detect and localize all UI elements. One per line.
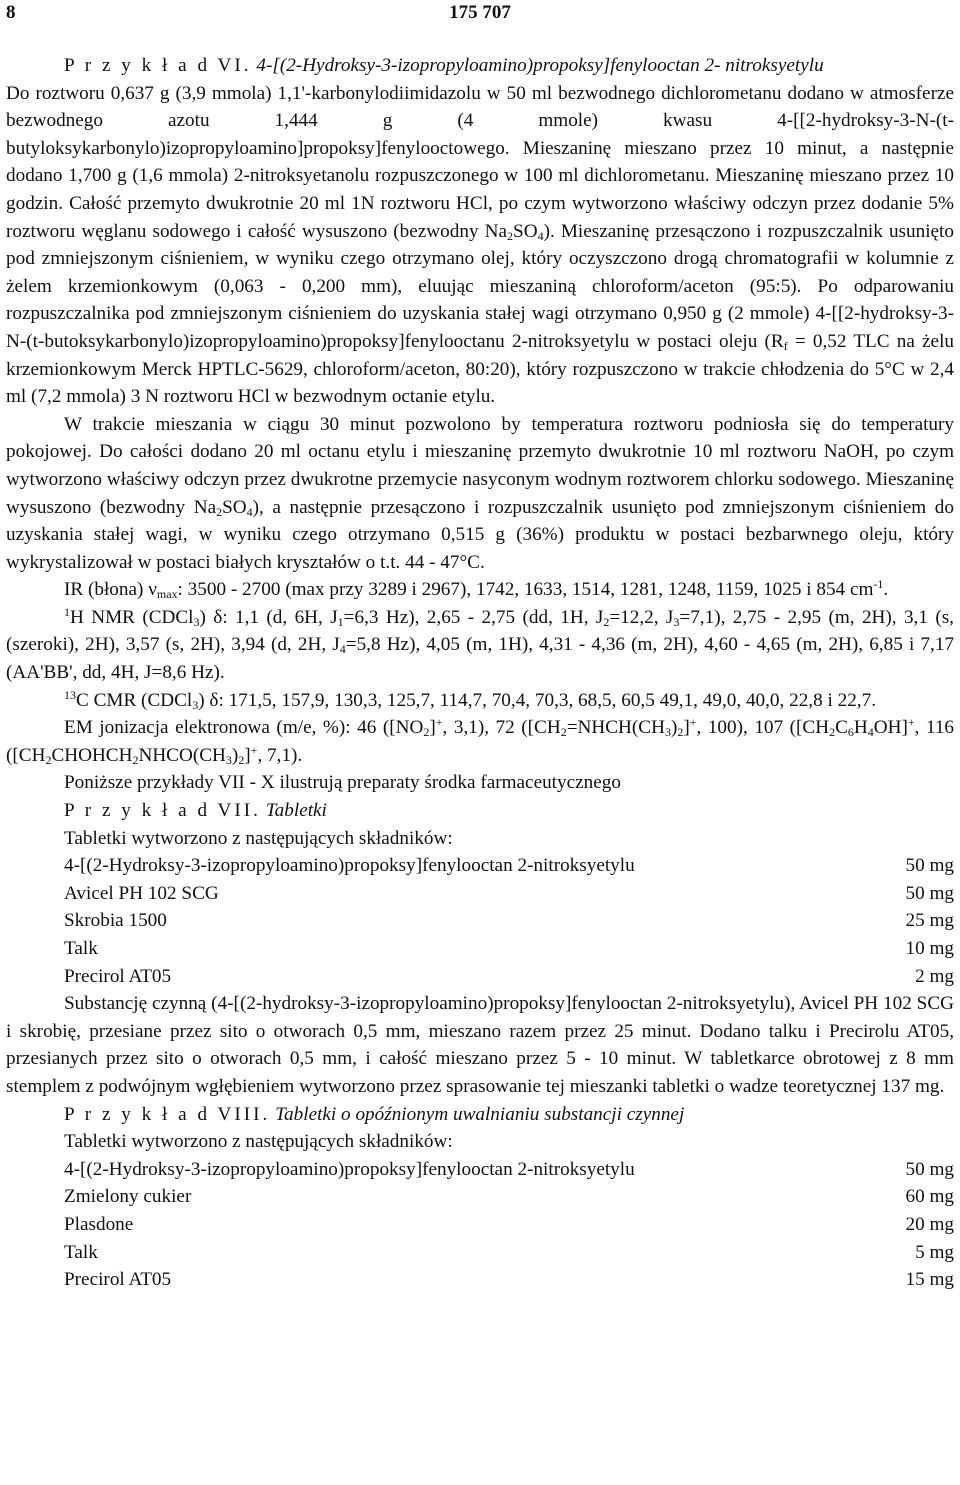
page-header <box>6 2 954 26</box>
ingredient-row <box>6 1266 954 1294</box>
ingredient-row <box>6 1239 954 1267</box>
example-8-heading: P r z y k ł a d VIII. Tabletki o opóźnionym uwalnianiu substancji czynnej <box>64 1103 685 1125</box>
ingredient-name: 4-[(2-Hydroksy-3-izopropyloamino)propoksy]fenylooctan 2-nitroksyetylu <box>64 1158 635 1180</box>
example-8-lead: Tabletki wytworzono z następujących składników: <box>64 1131 453 1153</box>
example-6-heading: P r z y k ł a d VI. 4-[(2-Hydroksy-3-izopropyloamino)propoksy]fenylooctan 2- nitroksyetylu <box>64 55 824 76</box>
example-6-title: 4-[(2-Hydroksy-3-izopropyloamino)propoksy]fenylooctan 2- nitroksyetylu <box>256 55 824 76</box>
ingredient-amount: 2 mg <box>915 965 954 987</box>
ingredient-row <box>6 907 954 935</box>
document-body <box>6 52 954 1294</box>
example-7-text: Substancję czynną (4-[(2-hydroksy-3-izopropyloamino)propoksy]fenylooctan 2-nitroksyetylu), Avicel PH 102 SCG i skrobię, przesiane przez sito o otworach 0,5 mm, mieszano razem przez 25 minut. Dodano talku i Precirolu AT05, przesianych przez sito o otworach 0,5 mm, i całość mieszano przez 5 - 10 minut. W tabletkarce obrotowej z 8 mm stemplem z podwójnym wgłębieniem wytworzono przez sprasowanie tej mieszanki tabletki o wadze teoretycznej 137 mg. <box>6 993 954 1097</box>
ingredient-amount: 60 mg <box>905 1186 954 1208</box>
example-8-title: Tabletki o opóźnionym uwalnianiu substancji czynnej <box>275 1103 685 1125</box>
ingredient-name: Precirol AT05 <box>64 965 172 987</box>
ingredient-amount: 25 mg <box>905 910 954 932</box>
hnmr-spectrum: $^1$H NMR (CDCl$_3$) δ: 1,1 (d, 6H, $J_1=6,3$ Hz), 2,65 - 2,75 (dd, 1H, $J_2=12,2$, $J_3=7,1$), 2,75 - 2,95 (m, 2H), 3,1 (s, (szeroki), 2H), 3,57 (s, 2H), 3,94 (d, 2H, $J_4=5,8$ Hz), 4,05 (m, 1H), 4,31 - 4,36 (m, 2H), 4,60 - 4,65 (m, 2H), 6,85 i 7,17 (AA'BB', dd, 4H, J=8,6 Hz). <box>6 604 955 684</box>
example-7-ingredients <box>6 852 954 990</box>
ingredient-row <box>6 1156 954 1184</box>
example-6-workup: W trakcie mieszania w ciągu 30 minut pozwolono by temperatura roztworu podniosła się do temperatury pokojowej. Do całości dodano 20 ml octanu etylu i mieszaninę przemyto dwukrotnie 10 ml roztworu NaOH, po czym wytworzono właściwy odczyn przez dwukrotne przemycie nasyconym wodnym roztworem chlorku sodowego. Mieszaninę wysuszono (bezwodny $Na_2SO_4$), a następnie przesączono i rozpuszczalnik usunięto pod zmniejszonym ciśnieniem do uzyskania stałej wagi, w wyniku czego otrzymano 0,515 g (36%) produktu w postaci bezbarwnego oleju, który wykrystalizował w postaci białych kryształów o t.t. 44 - 47°C. <box>6 413 954 573</box>
ingredient-amount: 50 mg <box>905 882 954 904</box>
example-7-heading: P r z y k ł a d VII. Tabletki <box>64 800 327 822</box>
cnmr-spectrum: $^{13}$C CMR (CDCl$_3$) δ: 171,5, 157,9, 130,3, 125,7, 114,7, 70,4, 70,3, 68,5, 60,5 49,1, 49,0, 40,0, 22,8 i 22,7. <box>64 687 876 712</box>
ingredient-amount: 50 mg <box>905 1158 954 1180</box>
ingredient-row <box>6 1211 954 1239</box>
ingredient-name: Talk <box>64 1241 98 1263</box>
example-8-ingredients <box>6 1156 954 1294</box>
ir-spectrum: IR (błona) $\nu_{max}$: 3500 - 2700 (max przy 3289 i 2967), 1742, 1633, 1514, 1281, 1248, 1159, 1025 i 854 $cm^{-1}$. <box>64 577 889 602</box>
ingredient-name: Zmielony cukier <box>64 1186 192 1208</box>
page-number: 8 <box>6 2 16 23</box>
ingredient-name: Avicel PH 102 SCG <box>64 882 219 904</box>
ingredient-row <box>6 852 954 880</box>
ingredient-amount: 10 mg <box>905 938 954 959</box>
example-7-lead: Tabletki wytworzono z następujących składników: <box>64 827 453 849</box>
ingredient-name: Skrobia 1500 <box>64 910 167 932</box>
ingredient-row <box>6 935 954 963</box>
ingredient-row <box>6 963 954 991</box>
ingredient-amount: 50 mg <box>905 855 954 877</box>
ingredient-name: 4-[(2-Hydroksy-3-izopropyloamino)propoksy]fenylooctan 2-nitroksyetylu <box>64 855 635 877</box>
example-7-title: Tabletki <box>265 800 327 822</box>
ingredient-amount: 5 mg <box>915 1241 954 1263</box>
ingredient-amount: 20 mg <box>905 1213 954 1235</box>
patent-number: 175 707 <box>449 2 511 23</box>
mass-spectrum: EM jonizacja elektronowa (m/e, %): 46 ($[NO_2]^+$, 3,1), 72 ($[CH_2=NHCH(CH_3)_2]^+$, 100), 107 ($[CH_2C_6H_4OH]^+$, 116 ($[CH_2CHOHCH_2NHCO(CH_3)_2]^+$, 7,1). <box>6 715 955 767</box>
ingredient-name: Plasdone <box>64 1213 134 1235</box>
ingredient-row <box>6 880 954 908</box>
examples-intro: Poniższe przykłady VII - X ilustrują preparaty środka farmaceutycznego <box>64 772 621 794</box>
example-6-procedure: Do roztworu 0,637 g (3,9 mmola) 1,1'-karbonylodiimidazolu w 50 ml bezwodnego dichlorometanu dodano w atmosferze bezwodnego azotu 1,444 g (4 mmole) kwasu 4-[[2-hydroksy-3-N-(t-butyloksykarbonylo)izopropyloamino]propoksy]fenylooctowego. Mieszaninę mieszano przez 10 minut, a następnie dodano 1,700 g (1,6 mmola) 2-nitroksyetanolu rozpuszczonego w 100 ml dichlorometanu. Mieszaninę mieszano przez 10 godzin. Całość przemyto dwukrotnie 20 ml 1N roztworu HCl, po czym wytworzono właściwy odczyn przez dodanie 5% roztworu węglanu sodowego i całość wysuszono (bezwodny $Na_2SO_4$). Mieszaninę przesączono i rozpuszczalnik usunięto pod zmniejszonym ciśnieniem, w wyniku czego otrzymano olej, który oczyszczono drogą chromatografii w kolumnie z żelem krzemionkowym (0,063 - 0,200 mm), eluując mieszaniną chloroform/aceton (95:5). Po odparowaniu rozpuszczalnika pod zmniejszonym ciśnieniem do uzyskania stałej wagi otrzymano 0,950 g (2 mmole) 4-[[2-hydroksy-3-N-(t-butoksykarbonylo)izopropyloamino)propoksy]fenylooctanu 2-nitroksyetylu w postaci oleju ($R_f = 0,52$ TLC na żelu krzemionkowym Merck HPTLC-5629, chloroform/aceton, 80:20), który rozpuszczono w trakcie chłodzenia do 5°C w 2,4 ml (7,2 mmola) 3 N roztworu HCl w bezwodnym octanie etylu. <box>6 82 954 408</box>
ingredient-amount: 15 mg <box>905 1269 954 1291</box>
ingredient-name: Precirol AT05 <box>64 1269 172 1291</box>
ingredient-row <box>6 1183 954 1211</box>
ingredient-name: Talk <box>64 938 98 959</box>
